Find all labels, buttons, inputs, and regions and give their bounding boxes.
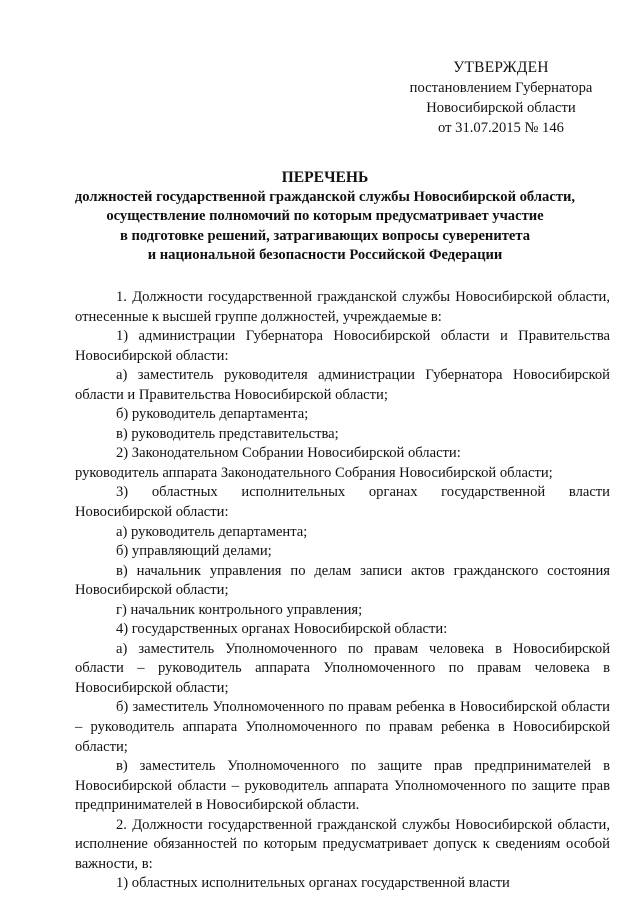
list-item: б) управляющий делами; [116,543,272,560]
list-item: а) руководитель департамента; [116,523,308,540]
list-item: в) начальник управления по делам записи актов гражданского состояния Новосибирской области; [75,562,610,599]
list-item: 2) Законодательном Собрании Новосибирской области: [116,445,461,462]
list-item: а) заместитель руководителя администрации Губернатора Новосибирской области и Правительства Новосибирской области; [75,367,610,403]
list-item: 1) областных исполнительных органах государственной власти [116,875,510,892]
document-body [75,288,610,894]
approval-line: Новосибирской области [426,100,576,116]
document-title [60,168,590,266]
list-item: в) руководитель представительства; [116,425,339,442]
list-item: б) руководитель департамента; [116,406,309,423]
title-line: должностей государственной гражданской службы Новосибирской области, [74,188,576,205]
title-heading: ПЕРЕЧЕНЬ [281,169,369,186]
approval-line: постановлением Губернатора [409,80,593,96]
approval-stamp [398,58,604,138]
title-line: и национальной безопасности Российской Федерации [147,247,503,263]
list-item: б) заместитель Уполномоченного по правам ребенка в Новосибирской области – руководитель аппарата Уполномоченного по правам ребенка в Новосибирской области; [75,699,610,755]
list-item: г) начальник контрольного управления; [116,601,363,618]
approval-heading: УТВЕРЖДЕН [453,59,549,76]
approval-date-number: от 31.07.2015 № 146 [438,120,564,136]
section-paragraph: 1. Должности государственной гражданской службы Новосибирской области, отнесенные к высшей группе должностей, учреждаемые в: [75,289,610,325]
title-line: в подготовке решений, затрагивающих вопросы суверенитета [119,227,531,244]
title-line: осуществление полномочий по которым предусматривает участие [106,208,544,224]
list-item: в) заместитель Уполномоченного по защите прав предпринимателей в Новосибирской области – руководитель аппарата Уполномоченного по защите прав предпринимателей в Новосибирской области. [75,758,610,814]
section-paragraph: 2. Должности государственной гражданской службы Новосибирской области, исполнение обязанностей по которым предусматривает допуск к сведениям особой важности, в: [75,816,610,872]
list-item: руководитель аппарата Законодательного Собрания Новосибирской области; [75,464,553,481]
list-item: 4) государственных органах Новосибирской области: [116,621,448,638]
list-item: а) заместитель Уполномоченного по правам человека в Новосибирской области – руководитель аппарата Уполномоченного по правам человека в Новосибирской области; [75,640,610,696]
list-item: 3) областных исполнительных органах государственной власти Новосибирской области: [75,484,610,521]
list-item: 1) администрации Губернатора Новосибирской области и Правительства Новосибирской области: [75,328,610,364]
